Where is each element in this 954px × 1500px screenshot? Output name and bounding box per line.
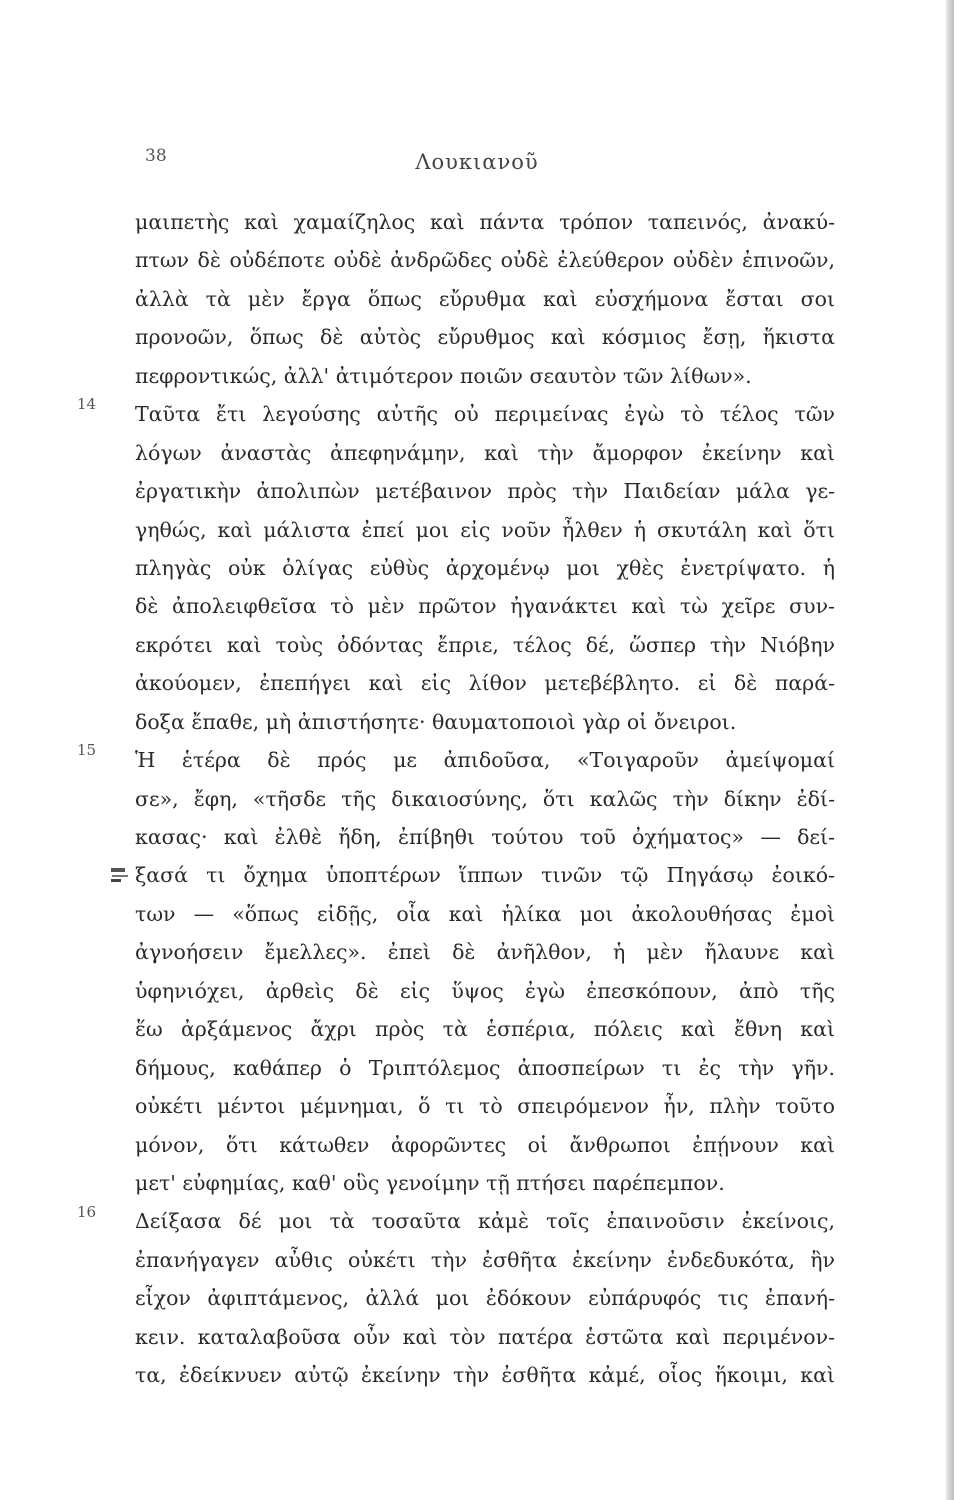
text-line: κασας· καὶ ἐλθὲ ἤδη, ἐπίβηθι τούτου τοῦ ὀχήματος» — δεί- [135, 825, 835, 849]
text-line: κειν. καταλαβοῦσα οὖν καὶ τὸν πατέρα ἑστῶτα καὶ περιμένον- [135, 1324, 835, 1349]
text-line: δοξα ἔπαθε, μὴ ἀπιστήσητε· θαυματοποιοὶ γὰρ οἱ ὄνειροι. [135, 709, 737, 734]
text-line: μόνον, ὅτι κάτωθεν ἀφορῶντες οἱ ἄνθρωποι ἐπῄνουν καὶ [135, 1132, 835, 1157]
margin-mark-icon [110, 867, 130, 883]
text-line: Ταῦτα ἔτι λεγούσης αὐτῆς οὐ περιμείνας ἐγὼ τὸ τέλος τῶν [135, 402, 835, 427]
section-number: 15 [77, 741, 97, 760]
text-line: μετ' εὐφημίας, καθ' οὓς γενοίμην τῇ πτήσει παρέπεμπον. [135, 1170, 725, 1195]
text-line: οὐκέτι μέντοι μέμνημαι, ὅ τι τὸ σπειρόμενον ἦν, πλὴν τοῦτο [135, 1094, 835, 1119]
text-line: ἀλλὰ τὰ μὲν ἔργα ὅπως εὔρυθμα καὶ εὐσχήμονα ἔσται σοι [135, 286, 835, 311]
text-line: πληγὰς οὐκ ὀλίγας εὐθὺς ἀρχομένῳ μοι χθὲς ἐνετρίψατο. ἡ [135, 555, 835, 580]
text-line: πτων δὲ οὐδέποτε οὐδὲ ἀνδρῶδες οὐδὲ ἐλεύθερον οὐδὲν ἐπινοῶν, [135, 248, 835, 273]
text-line: ἐργατικὴν ἀπολιπὼν μετέβαινον πρὸς τὴν Παιδείαν μάλα γε- [135, 479, 835, 504]
section-number: 16 [77, 1202, 97, 1221]
text-line: ὑφηνιόχει, ἀρθεὶς δὲ εἰς ὕψος ἐγὼ ἐπεσκόπουν, ἀπὸ τῆς [135, 978, 835, 1003]
text-line: ἕω ἀρξάμενος ἄχρι πρὸς τὰ ἑσπέρια, πόλεις καὶ ἔθνη καὶ [135, 1017, 835, 1042]
text-line: γηθώς, καὶ μάλιστα ἐπεί μοι εἰς νοῦν ἦλθεν ἡ σκυτάλη καὶ ὅτι [135, 517, 835, 542]
page-number: 38 [145, 146, 167, 166]
text-line: δὲ ἀπολειφθεῖσα τὸ μὲν πρῶτον ἠγανάκτει καὶ τὼ χεῖρε συν- [135, 594, 835, 619]
text-body [77, 203, 835, 1395]
text-line: μαιπετὴς καὶ χαμαίζηλος καὶ πάντα τρόπον ταπεινός, ἀνακύ- [135, 210, 835, 234]
text-line: εἶχον ἀφιπτάμενος, ἀλλά μοι ἐδόκουν εὐπάρυφός τις ἐπανή- [135, 1286, 835, 1311]
text-line: εκρότει καὶ τοὺς ὀδόντας ἔπριε, τέλος δέ, ὥσπερ τὴν Νιόβην [135, 632, 835, 657]
text-line: πεφροντικώς, ἀλλ' ἀτιμότερον ποιῶν σεαυτὸν τῶν λίθων». [135, 363, 752, 388]
text-line: ξασά τι ὄχημα ὑποπτέρων ἵππων τινῶν τῷ Πηγάσῳ ἐοικό- [135, 863, 835, 888]
text-line: δήμους, καθάπερ ὁ Τριπτόλεμος ἀποσπείρων τι ἐς τὴν γῆν. [135, 1055, 835, 1080]
text-line: των — «ὅπως εἰδῇς, οἷα καὶ ἡλίκα μοι ἀκολουθήσας ἐμοὶ [135, 901, 835, 926]
text-line: τα, ἐδείκνυεν αὐτῷ ἐκείνην τὴν ἐσθῆτα κἀμέ, οἷος ἥκοιμι, καὶ [135, 1363, 835, 1388]
text-line: σε», ἔφη, «τῆσδε τῆς δικαιοσύνης, ὅτι καλῶς τὴν δίκην ἐδί- [135, 786, 835, 811]
running-head: Λουκιανοῦ [415, 150, 539, 174]
text-line: ἀγνοήσειν ἔμελλες». ἐπεὶ δὲ ἀνῆλθον, ἡ μὲν ἤλαυνε καὶ [135, 940, 835, 965]
text-line: ἐπανήγαγεν αὖθις οὐκέτι τὴν ἐσθῆτα ἐκείνην ἐνδεδυκότα, ἣν [135, 1247, 835, 1272]
text-line: ἀκούομεν, ἐπεπήγει καὶ εἰς λίθον μετεβέβλητο. εἰ δὲ παρά- [135, 671, 835, 696]
text-line: προνοῶν, ὅπως δὲ αὐτὸς εὔρυθμος καὶ κόσμιος ἔσῃ, ἥκιστα [135, 325, 835, 350]
section-number: 14 [77, 395, 97, 414]
page-edge-shadow [946, 0, 954, 1500]
text-line: λόγων ἀναστὰς ἀπεφηνάμην, καὶ τὴν ἄμορφον ἐκείνην καὶ [135, 440, 835, 465]
text-line: Δείξασα δέ μοι τὰ τοσαῦτα κἀμὲ τοῖς ἐπαινοῦσιν ἐκείνοις, [135, 1209, 835, 1234]
text-line: Ἡ ἑτέρα δὲ πρός με ἀπιδοῦσα, «Τοιγαροῦν ἀμείψομαί [135, 748, 835, 773]
